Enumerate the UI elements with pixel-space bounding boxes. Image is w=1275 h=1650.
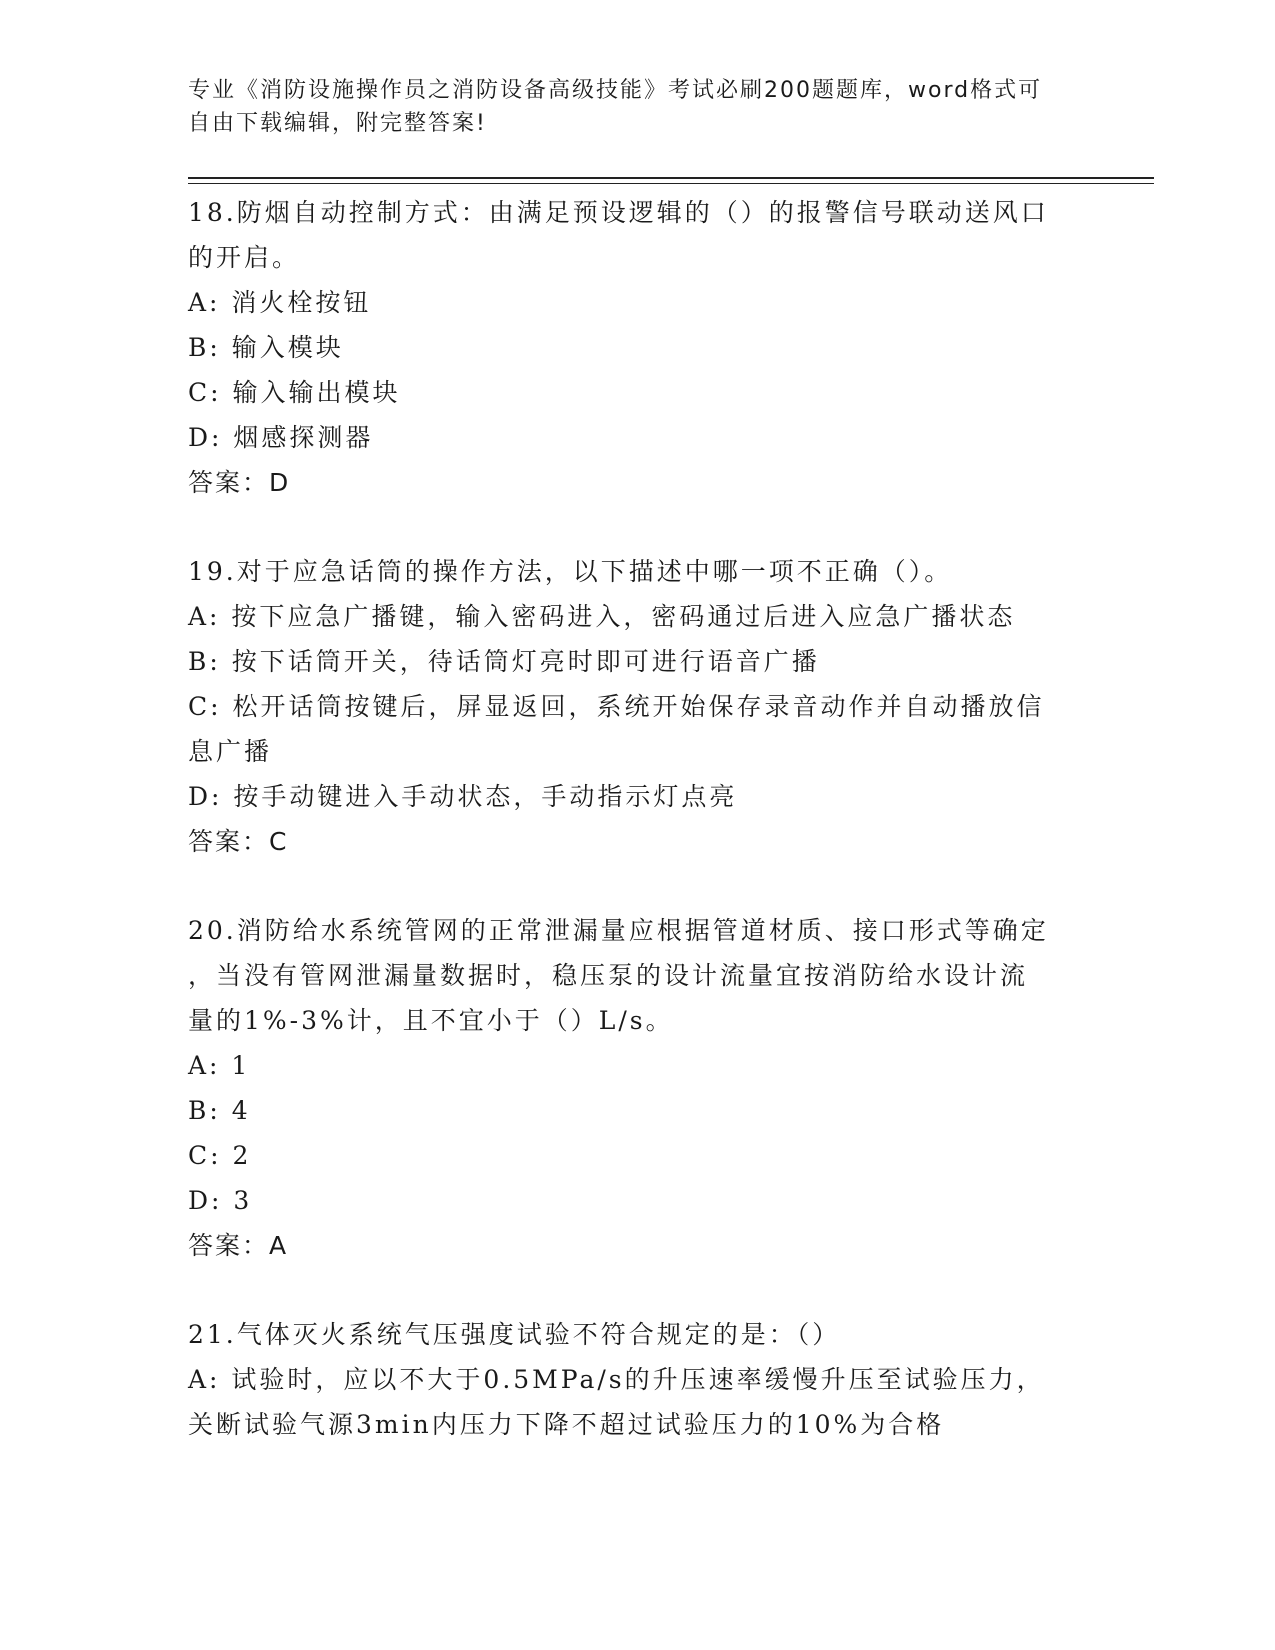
document-header xyxy=(188,74,1068,140)
option-b: B: 输入模块 xyxy=(188,333,344,362)
option-d: D: 按手动键进入手动状态，手动指示灯点亮 xyxy=(188,782,738,811)
option-d: D: 烟感探测器 xyxy=(188,423,374,452)
option-b: B: 按下话筒开关，待话筒灯亮时即可进行语音广播 xyxy=(188,647,820,676)
option-a: A: 消火栓按钮 xyxy=(188,288,372,317)
answer-line: 答案：C xyxy=(188,827,289,856)
question-text-line: ，当没有管网泄漏量数据时，稳压泵的设计流量宜按消防给水设计流 xyxy=(188,961,1029,990)
question-text-line: 量的1%-3%计，且不宜小于（）L/s。 xyxy=(188,1006,674,1035)
header-line-2: 自由下载编辑，附完整答案! xyxy=(188,111,487,136)
question-text-line: 18.防烟自动控制方式：由满足预设逻辑的（）的报警信号联动送风口 xyxy=(188,198,1049,227)
header-divider-thick xyxy=(188,177,1154,179)
option-a: A: 按下应急广播键，输入密码进入，密码通过后进入应急广播状态 xyxy=(188,602,1016,631)
header-line-1: 专业《消防设施操作员之消防设备高级技能》考试必刷200题题库，word格式可 xyxy=(188,78,1043,103)
option-c: C: 输入输出模块 xyxy=(188,378,401,407)
answer-line: 答案：D xyxy=(188,468,291,497)
answer-line: 答案：A xyxy=(188,1231,289,1260)
question-text-line: 19.对于应急话筒的操作方法，以下描述中哪一项不正确（）。 xyxy=(188,557,953,586)
option-b: B: 4 xyxy=(188,1096,251,1125)
question-20 xyxy=(188,908,1088,1269)
question-21 xyxy=(188,1312,1088,1447)
option-a: A: 1 xyxy=(188,1051,251,1080)
question-text-line: 20.消防给水系统管网的正常泄漏量应根据管道材质、接口形式等确定 xyxy=(188,916,1049,945)
option-a-continued: 关断试验气源3min内压力下降不超过试验压力的10%为合格 xyxy=(188,1410,945,1439)
option-d: D: 3 xyxy=(188,1186,253,1215)
question-19 xyxy=(188,549,1088,865)
option-c-continued: 息广播 xyxy=(188,737,273,766)
option-a: A: 试验时，应以不大于0.5MPa/s的升压速率缓慢升压至试验压力， xyxy=(188,1365,1045,1394)
option-c: C: 松开话筒按键后，屏显返回，系统开始保存录音动作并自动播放信 xyxy=(188,692,1045,721)
question-18 xyxy=(188,190,1088,506)
question-text-line: 的开启。 xyxy=(188,243,301,272)
header-divider-thin xyxy=(188,183,1154,184)
question-list xyxy=(188,190,1088,1490)
question-text-line: 21.气体灭火系统气压强度试验不符合规定的是：（） xyxy=(188,1320,841,1349)
option-c: C: 2 xyxy=(188,1141,252,1170)
